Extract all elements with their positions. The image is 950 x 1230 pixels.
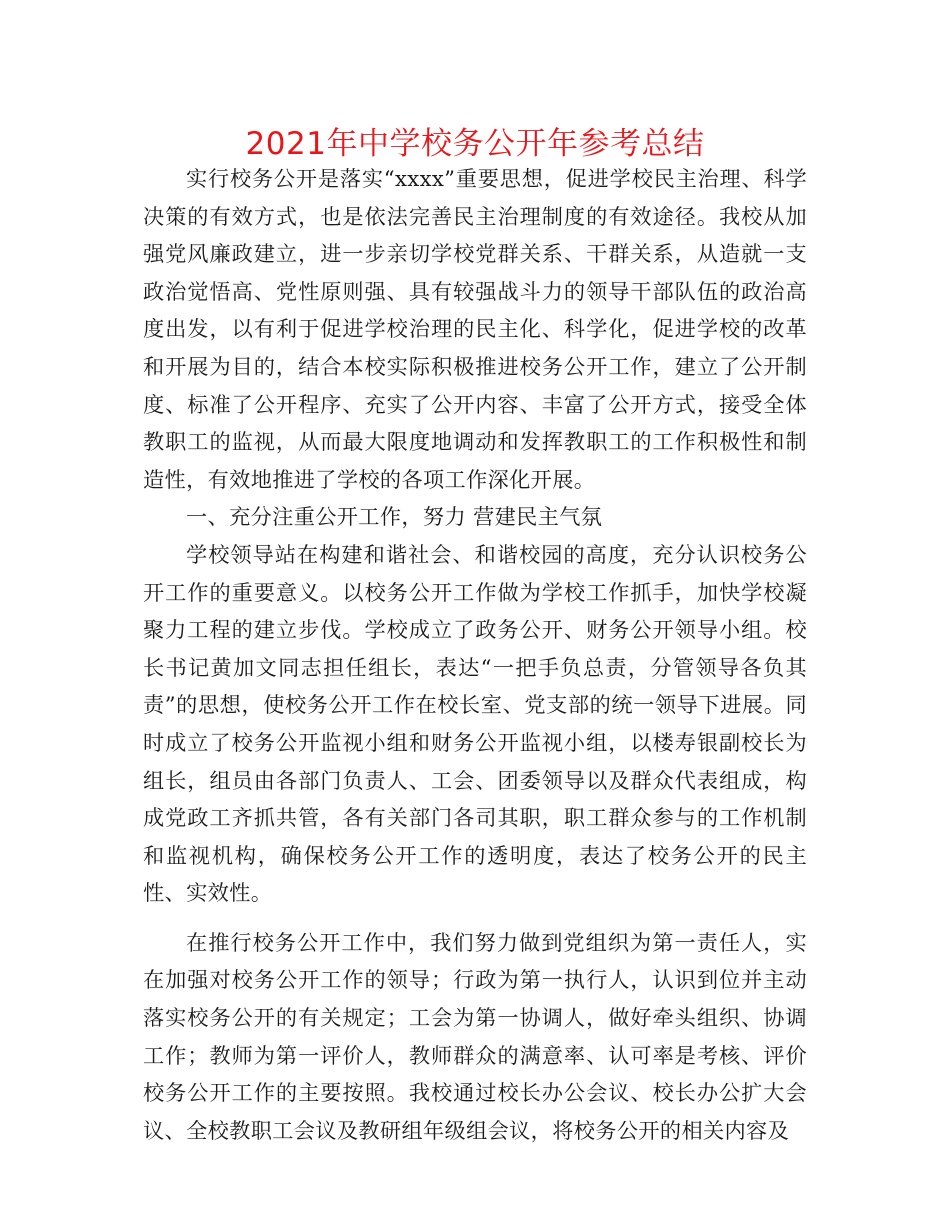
paragraph-implementation: 在推行校务公开工作中，我们努力做到党组织为第一责任人，实在加强对校务公开工作的领导；行政为第一执行人，认识到位并主动落实校务公开的有关规定；工会为第一协调人，做好牵头组织、协调工作；教师为第一评价人，教师群众的满意率、认可率是考核、评价校务公开工作的主要按照。我校通过校长办公会议、校长办公扩大会议、全校教职工会议及教研组年级组会议，将校务公开的相关内容及: [143, 929, 807, 1143]
document-body: [143, 160, 807, 1149]
section-heading-1: 一、充分注重公开工作，努力 营建民主气氛: [186, 504, 603, 530]
paragraph-intro: 实行校务公开是落实“xxxx”重要思想，促进学校民主治理、科学决策的有效方式，也是依法完善民主治理制度的有效途径。我校从加强党风廉政建立，进一步亲切学校党群关系、干群关系，从造就一支政治觉悟高、党性原则强、具有较强战斗力的领导干部队伍的政治高度出发，以有利于促进学校治理的民主化、科学化，促进学校的改革和开展为目的，结合本校实际积极推进校务公开工作，建立了公开制度、标准了公开程序、充实了公开内容、丰富了公开方式，接受全体教职工的监视，从而最大限度地调动和发挥教职工的工作积极性和制造性，有效地推进了学校的各项工作深化开展。: [143, 166, 807, 492]
paragraph-leadership: 学校领导站在构建和谐社会、和谐校园的高度，充分认识校务公开工作的重要意义。以校务公开工作做为学校工作抓手，加快学校凝聚力工程的建立步伐。学校成立了政务公开、财务公开领导小组。校长书记黄加文同志担任组长，表达“一把手负总责，分管领导各负其责”的思想，使校务公开工作在校长室、党支部的统一领导下进展。同时成立了校务公开监视小组和财务公开监视小组，以楼寿银副校长为组长，组员由各部门负责人、工会、团委领导以及群众代表组成，构成党政工齐抓共管，各有关部门各司其职，职工群众参与的工作机制和监视机构，确保校务公开工作的透明度，表达了校务公开的民主性、实效性。: [143, 541, 807, 906]
document-title: 2021年中学校务公开年参考总结: [245, 126, 705, 162]
